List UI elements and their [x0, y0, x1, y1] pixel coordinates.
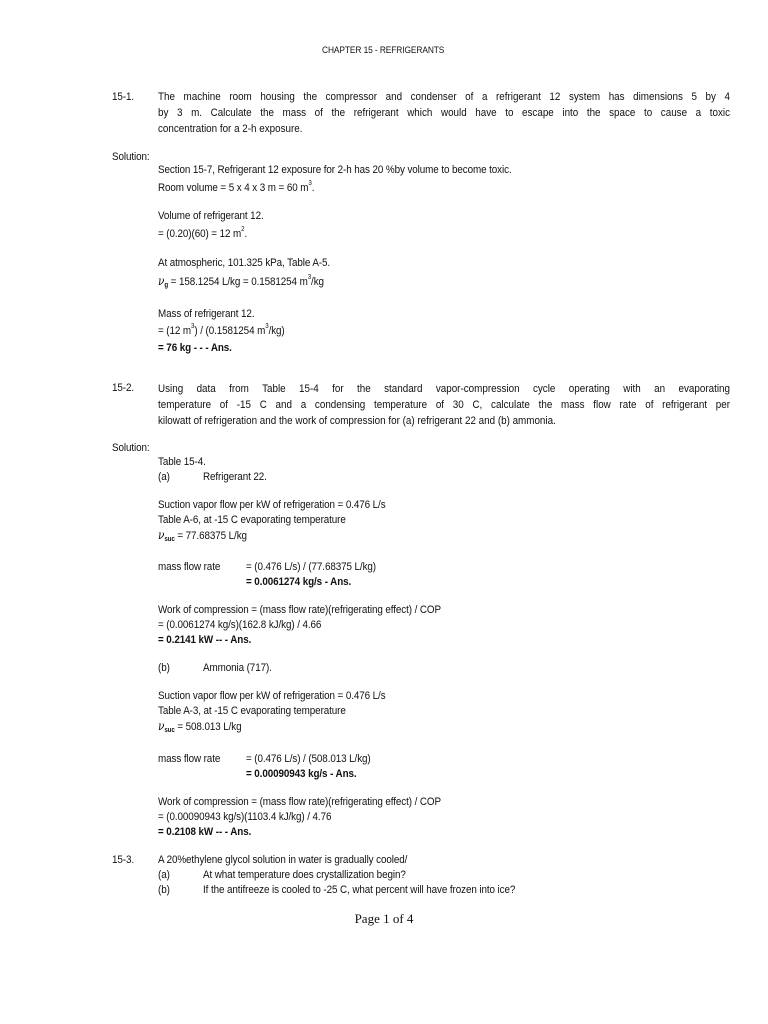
room-volume: Room volume = 5 x 4 x 3 m = 60 $m^3$.: [158, 180, 315, 194]
problem-intro-15-3: A 20%ethylene glycol solution in water is gradually cooled/: [158, 854, 408, 866]
problem-line: concentration for a 2-h exposure.: [158, 123, 303, 135]
table-reference: Table 15-4.: [158, 456, 206, 468]
work-equation-b: = (0.00090943 kg/s)(1103.4 kJ/kg) / 4.76: [158, 811, 332, 823]
specific-volume-line: $\nu_g = 158.1254$ L/kg = 0.1581254 $m^3/kg$: [158, 274, 324, 289]
part-a-text-15-3: At what temperature does crystallization begin?: [203, 869, 406, 881]
mass-flow-eq-b: = (0.476 L/s) / (508.013 L/kg): [246, 753, 371, 765]
problem-text-15-2: [158, 381, 730, 429]
problem-line: Using data from Table 15-4 for the standard vapor-compression cycle operating with an evaporating: [158, 383, 730, 395]
part-a-label: (a): [158, 471, 170, 483]
mass-flow-label-b: mass flow rate: [158, 753, 221, 765]
suction-flow-b: Suction vapor flow per kW of refrigeration = 0.476 L/s: [158, 690, 386, 702]
part-b-label-15-3: (b): [158, 884, 170, 896]
solution-label: Solution:: [112, 151, 150, 163]
problem-number-15-2: 15-2.: [112, 382, 134, 394]
volume-equation: = (0.20)(60) = 12 $m^2$.: [158, 226, 248, 240]
work-equation-a: = (0.0061274 kg/s)(162.8 kJ/kg) / 4.66: [158, 619, 322, 631]
suction-flow-a: Suction vapor flow per kW of refrigeration = 0.476 L/s: [158, 499, 386, 511]
problem-line: kilowatt of refrigeration and the work of compression for (a) refrigerant 22 and (b) ammonia.: [158, 415, 556, 427]
part-b-label: (b): [158, 662, 170, 674]
problem-text-15-1: [158, 89, 730, 137]
problem-line: temperature of -15 C and a condensing temperature of 30 C, calculate the mass flow rate of refrigerant per: [158, 399, 730, 411]
work-formula-b: Work of compression = (mass flow rate)(refrigerating effect) / COP: [158, 796, 441, 808]
solution-label: Solution:: [112, 442, 150, 454]
part-a-label-15-3: (a): [158, 869, 170, 881]
problem-number-15-3: 15-3.: [112, 854, 134, 866]
specific-volume-a: $\nu_{suc} = 77.68375$ L/kg: [158, 528, 247, 543]
table-a3-line: Table A-3, at -15 C evaporating temperature: [158, 705, 346, 717]
problem-number-15-1: 15-1.: [112, 91, 134, 103]
work-formula-a: Work of compression = (mass flow rate)(refrigerating effect) / COP: [158, 604, 441, 616]
page-footer: Page 1 of 4: [354, 911, 414, 926]
problem-line: by 3 m. Calculate the mass of the refrigerant which would have to escape into the space to cause a toxic: [158, 107, 730, 119]
part-b-text-15-3: If the antifreeze is cooled to -25 C, what percent will have frozen into ice?: [203, 884, 516, 896]
part-b-name: Ammonia (717).: [203, 662, 272, 674]
mass-label: Mass of refrigerant 12.: [158, 308, 255, 320]
mass-flow-answer-a: = 0.0061274 kg/s - Ans.: [246, 576, 352, 588]
volume-label: Volume of refrigerant 12.: [158, 210, 264, 222]
mass-flow-eq-a: = (0.476 L/s) / (77.68375 L/kg): [246, 561, 376, 573]
table-a6-line: Table A-6, at -15 C evaporating temperature: [158, 514, 346, 526]
atmospheric-line: At atmospheric, 101.325 kPa, Table A-5.: [158, 257, 331, 269]
work-answer-a: = 0.2141 kW -- - Ans.: [158, 634, 252, 646]
work-answer-b: = 0.2108 kW -- - Ans.: [158, 826, 252, 838]
chapter-header: CHAPTER 15 - REFRIGERANTS: [322, 45, 445, 56]
section-reference: Section 15-7, Refrigerant 12 exposure for 2-h has 20 %by volume to become toxic.: [158, 164, 512, 176]
mass-flow-label-a: mass flow rate: [158, 561, 221, 573]
mass-flow-answer-b: = 0.00090943 kg/s - Ans.: [246, 768, 357, 780]
mass-equation: = (12 $m^3) / (0.1581254$ $m^3/kg$): [158, 323, 285, 337]
mass-answer: = 76 kg - - - Ans.: [158, 342, 232, 354]
part-a-name: Refrigerant 22.: [203, 471, 267, 483]
problem-line: The machine room housing the compressor and condenser of a refrigerant 12 system has dimensions 5 by 4: [158, 91, 730, 103]
specific-volume-b: $\nu_{suc} = 508.013$ L/kg: [158, 719, 242, 734]
